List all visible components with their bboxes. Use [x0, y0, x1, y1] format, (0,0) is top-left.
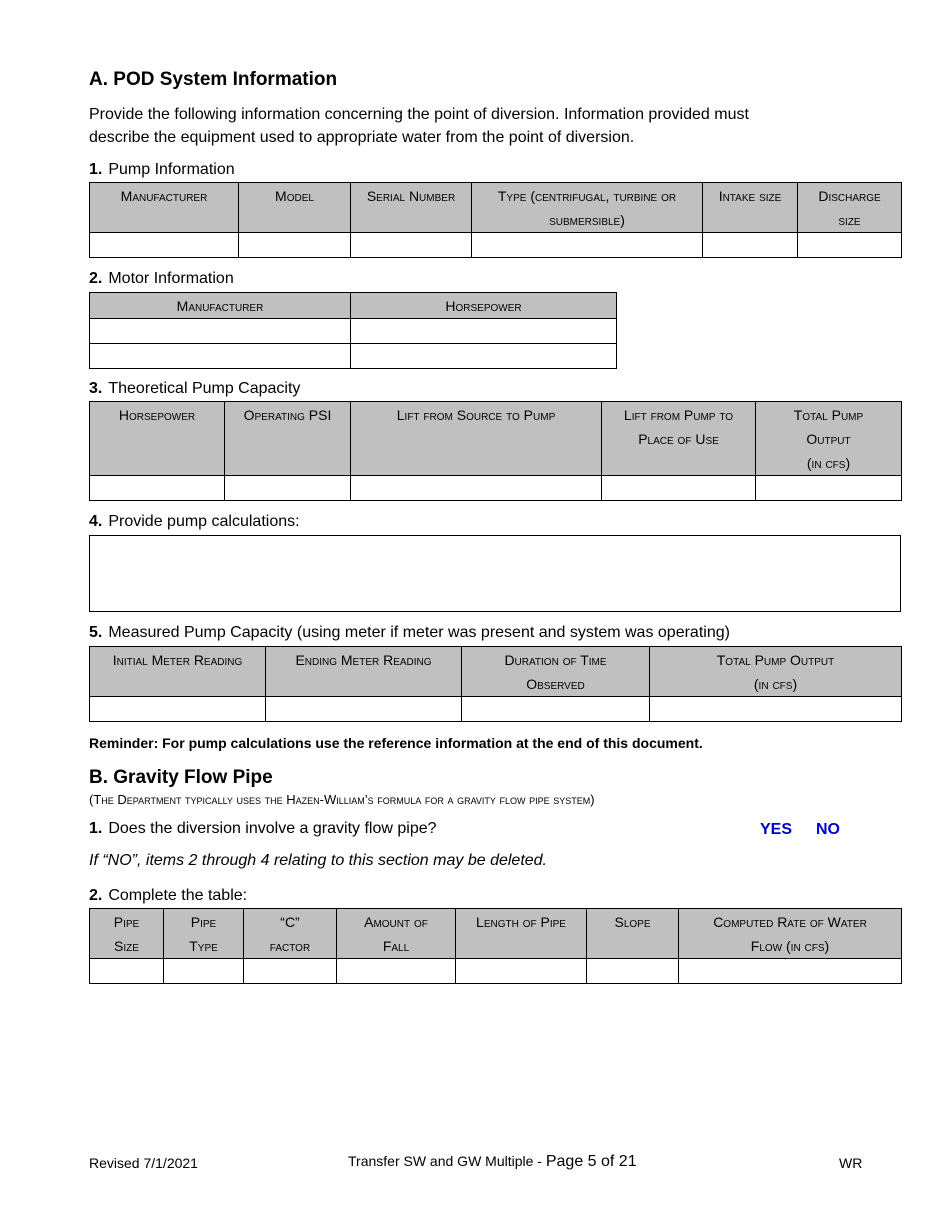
- table-cell[interactable]: [90, 344, 351, 369]
- table-cell[interactable]: [703, 233, 798, 258]
- item-number: 5.: [89, 624, 103, 641]
- table-cell[interactable]: [351, 233, 472, 258]
- header-amount-of-fall: Amount of Fall: [337, 909, 456, 959]
- yes-option[interactable]: YES: [760, 821, 793, 838]
- intro-line-1: Provide the following information concerning the point of diversion. Information provided must: [89, 106, 749, 123]
- section-b-note: (The Department typically uses the Hazen-William’s formula for a gravity flow pipe system): [89, 792, 595, 807]
- item-number: 4.: [89, 513, 103, 530]
- table-cell[interactable]: [798, 233, 902, 258]
- table-cell[interactable]: [462, 697, 650, 722]
- table-header-row: [90, 909, 902, 959]
- table-header-row: [90, 293, 617, 319]
- header-computed-rate: Computed Rate of Water Flow (in cfs): [679, 909, 902, 959]
- measured-capacity-table: [89, 646, 902, 722]
- header-model: Model: [239, 183, 351, 233]
- table-header-row: [90, 183, 902, 233]
- header-type: Type (centrifugal, turbine or submersible): [472, 183, 703, 233]
- complete-table-label: [89, 887, 247, 905]
- table-header-row: [90, 402, 902, 476]
- footer-doc: [348, 1153, 637, 1171]
- item-label: Pump Information: [108, 161, 235, 178]
- section-b-title: B. Gravity Flow Pipe: [89, 767, 273, 788]
- table-cell[interactable]: [90, 697, 266, 722]
- table-cell[interactable]: [239, 233, 351, 258]
- table-cell[interactable]: [90, 319, 351, 344]
- table-row: [90, 319, 617, 344]
- table-cell[interactable]: [90, 959, 164, 984]
- item-number: 1.: [89, 820, 103, 837]
- item-number: 2.: [89, 887, 103, 904]
- pump-calculations-box[interactable]: [89, 535, 901, 612]
- table-cell[interactable]: [90, 476, 225, 501]
- measured-capacity-label: [89, 624, 730, 642]
- header-manufacturer: Manufacturer: [90, 183, 239, 233]
- pump-info-table: [89, 182, 902, 258]
- header-slope: Slope: [587, 909, 679, 959]
- table-cell[interactable]: [90, 233, 239, 258]
- footer-page-number: Page 5 of 21: [545, 1153, 637, 1170]
- table-cell[interactable]: [351, 319, 617, 344]
- header-operating-psi: Operating PSI: [225, 402, 351, 476]
- section-a-intro: [89, 103, 749, 149]
- header-serial-number: Serial Number: [351, 183, 472, 233]
- table-cell[interactable]: [472, 233, 703, 258]
- footer-doc-title: Transfer SW and GW Multiple -: [348, 1153, 546, 1169]
- item-number: 2.: [89, 270, 103, 287]
- table-cell[interactable]: [337, 959, 456, 984]
- table-cell[interactable]: [650, 697, 902, 722]
- table-cell[interactable]: [164, 959, 244, 984]
- header-pipe-size: Pipe Size: [90, 909, 164, 959]
- footer-revised: Revised 7/1/2021: [89, 1155, 198, 1171]
- reminder-text: Reminder: For pump calculations use the reference information at the end of this document.: [89, 735, 703, 751]
- item-label: Does the diversion involve a gravity flow pipe?: [108, 820, 437, 837]
- header-discharge-size: Discharge size: [798, 183, 902, 233]
- if-no-note: If “NO”, items 2 through 4 relating to this section may be deleted.: [89, 852, 547, 869]
- table-cell[interactable]: [456, 959, 587, 984]
- header-intake-size: Intake size: [703, 183, 798, 233]
- table-cell[interactable]: [244, 959, 337, 984]
- header-initial-meter-reading: Initial Meter Reading: [90, 647, 266, 697]
- header-c-factor: “C” factor: [244, 909, 337, 959]
- item-number: 3.: [89, 380, 103, 397]
- table-cell[interactable]: [756, 476, 902, 501]
- header-ending-meter-reading: Ending Meter Reading: [266, 647, 462, 697]
- no-option[interactable]: NO: [816, 821, 840, 838]
- header-total-pump-output: Total Pump Output (in cfs): [650, 647, 902, 697]
- table-row: [90, 344, 617, 369]
- table-cell[interactable]: [679, 959, 902, 984]
- table-row: [90, 959, 902, 984]
- item-label: Motor Information: [108, 270, 234, 287]
- table-cell[interactable]: [602, 476, 756, 501]
- motor-info-table: [89, 292, 617, 369]
- table-cell[interactable]: [587, 959, 679, 984]
- item-label: Theoretical Pump Capacity: [108, 380, 301, 397]
- motor-info-label: [89, 270, 234, 288]
- gravity-flow-table: [89, 908, 902, 984]
- item-label: Measured Pump Capacity (using meter if meter was present and system was operating): [108, 624, 730, 641]
- table-row: [90, 697, 902, 722]
- header-total-pump-output: Total Pump Output (in cfs): [756, 402, 902, 476]
- table-cell[interactable]: [351, 476, 602, 501]
- header-horsepower: Horsepower: [90, 402, 225, 476]
- pump-calculations-label: [89, 513, 300, 531]
- section-a-title: A. POD System Information: [89, 69, 338, 90]
- table-cell[interactable]: [225, 476, 351, 501]
- header-lift-source-to-pump: Lift from Source to Pump: [351, 402, 602, 476]
- intro-line-2: describe the equipment used to appropriate water from the point of diversion.: [89, 129, 635, 146]
- theoretical-capacity-label: [89, 380, 300, 398]
- header-pipe-type: Pipe Type: [164, 909, 244, 959]
- table-row: [90, 233, 902, 258]
- gravity-question: [89, 820, 437, 838]
- header-horsepower: Horsepower: [351, 293, 617, 319]
- table-header-row: [90, 647, 902, 697]
- table-cell[interactable]: [266, 697, 462, 722]
- item-label: Provide pump calculations:: [108, 513, 300, 530]
- header-manufacturer: Manufacturer: [90, 293, 351, 319]
- theoretical-capacity-table: [89, 401, 902, 501]
- table-cell[interactable]: [351, 344, 617, 369]
- header-duration-observed: Duration of Time Observed: [462, 647, 650, 697]
- header-length-of-pipe: Length of Pipe: [456, 909, 587, 959]
- pump-info-label: [89, 161, 235, 179]
- item-number: 1.: [89, 161, 103, 178]
- item-label: Complete the table:: [108, 887, 248, 904]
- footer-code: WR: [839, 1155, 863, 1171]
- table-row: [90, 476, 902, 501]
- header-lift-pump-to-place: Lift from Pump to Place of Use: [602, 402, 756, 476]
